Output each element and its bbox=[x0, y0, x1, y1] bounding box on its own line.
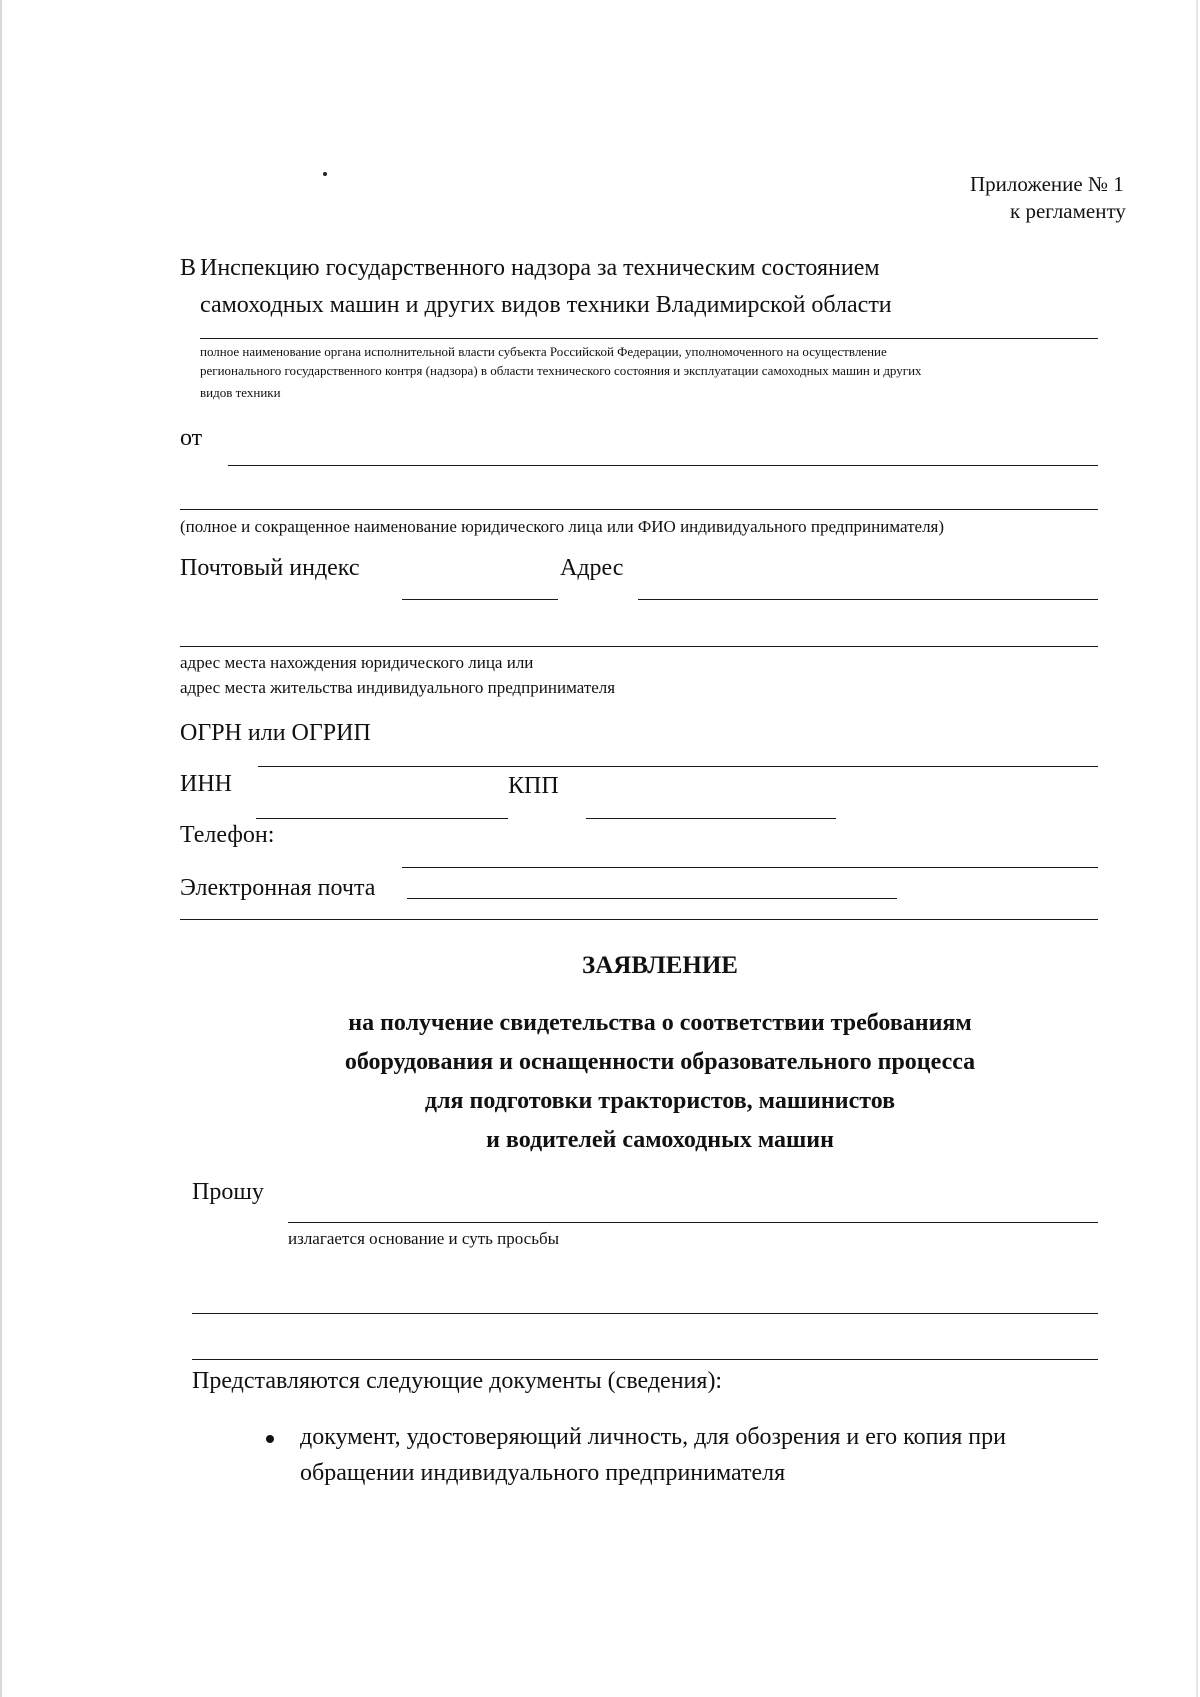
bullet-icon bbox=[266, 1435, 274, 1443]
request-field-line-3[interactable] bbox=[192, 1359, 1098, 1360]
from-field-line-1[interactable] bbox=[228, 465, 1098, 466]
ogrn-field[interactable] bbox=[258, 766, 1098, 767]
scan-speck bbox=[323, 172, 327, 176]
address-note-2: адрес места жительства индивидуального предпринимателя bbox=[180, 678, 616, 697]
phone-field[interactable] bbox=[402, 867, 1098, 868]
appendix-regulation: к регламенту bbox=[1010, 199, 1126, 223]
recipient-prefix: В bbox=[180, 255, 197, 281]
scan-edge-right bbox=[1196, 0, 1198, 1697]
from-field-line-2[interactable] bbox=[180, 509, 1098, 510]
recipient-line-1: Инспекцию государственного надзора за техническим состоянием bbox=[200, 255, 880, 281]
address-field-line-2[interactable] bbox=[180, 646, 1098, 647]
address-note-1: адрес места нахождения юридического лица или bbox=[180, 653, 534, 672]
ogrn-label: ОГРН или ОГРИП bbox=[180, 720, 371, 746]
request-field-line-2[interactable] bbox=[192, 1313, 1098, 1314]
request-note: излагается основание и суть просьбы bbox=[288, 1229, 560, 1248]
documents-item-1-line-1: документ, удостоверяющий личность, для обозрения и его копия при bbox=[300, 1424, 1006, 1450]
recipient-note-3: видов техники bbox=[200, 385, 281, 400]
phone-label: Телефон: bbox=[180, 822, 275, 848]
inn-label: ИНН bbox=[180, 771, 232, 797]
document-subtitle-2: оборудования и оснащенности образовательного процесса bbox=[344, 1049, 976, 1075]
address-field[interactable] bbox=[638, 599, 1098, 600]
scan-edge-left bbox=[0, 0, 2, 1697]
appendix-number: Приложение № 1 bbox=[970, 172, 1124, 196]
postal-index-field[interactable] bbox=[402, 599, 558, 600]
documents-heading: Представляются следующие документы (сведения): bbox=[192, 1368, 723, 1394]
document-subtitle-1: на получение свидетельства о соответствии требованиям bbox=[348, 1010, 972, 1036]
document-subtitle-3: для подготовки трактористов, машинистов bbox=[424, 1088, 896, 1114]
recipient-line-2: самоходных машин и других видов техники Владимирской области bbox=[200, 292, 892, 318]
from-note: (полное и сокращенное наименование юридического лица или ФИО индивидуального предпринимателя) bbox=[180, 517, 945, 536]
recipient-note-2: регионального государственного контря (надзора) в области технического состояния и эксплуатации самоходных машин и других bbox=[200, 363, 922, 378]
from-label: от bbox=[180, 425, 203, 451]
email-field[interactable] bbox=[407, 898, 897, 899]
request-field[interactable] bbox=[288, 1222, 1098, 1223]
request-label: Прошу bbox=[192, 1179, 264, 1205]
postal-index-label: Почтовый индекс bbox=[180, 555, 360, 581]
kpp-field[interactable] bbox=[586, 818, 836, 819]
document-title: ЗАЯВЛЕНИЕ bbox=[582, 952, 738, 979]
document-subtitle-4: и водителей самоходных машин bbox=[486, 1127, 834, 1153]
kpp-label: КПП bbox=[508, 773, 559, 799]
email-label: Электронная почта bbox=[180, 875, 376, 901]
inn-field[interactable] bbox=[256, 818, 508, 819]
address-label: Адрес bbox=[560, 555, 624, 581]
recipient-underline bbox=[200, 338, 1098, 339]
documents-item-1-line-2: обращении индивидуального предпринимателя bbox=[300, 1460, 786, 1486]
section-divider bbox=[180, 919, 1098, 920]
recipient-note-1: полное наименование органа исполнительной власти субъекта Российской Федерации, уполномоченного на осуществление bbox=[200, 344, 887, 359]
